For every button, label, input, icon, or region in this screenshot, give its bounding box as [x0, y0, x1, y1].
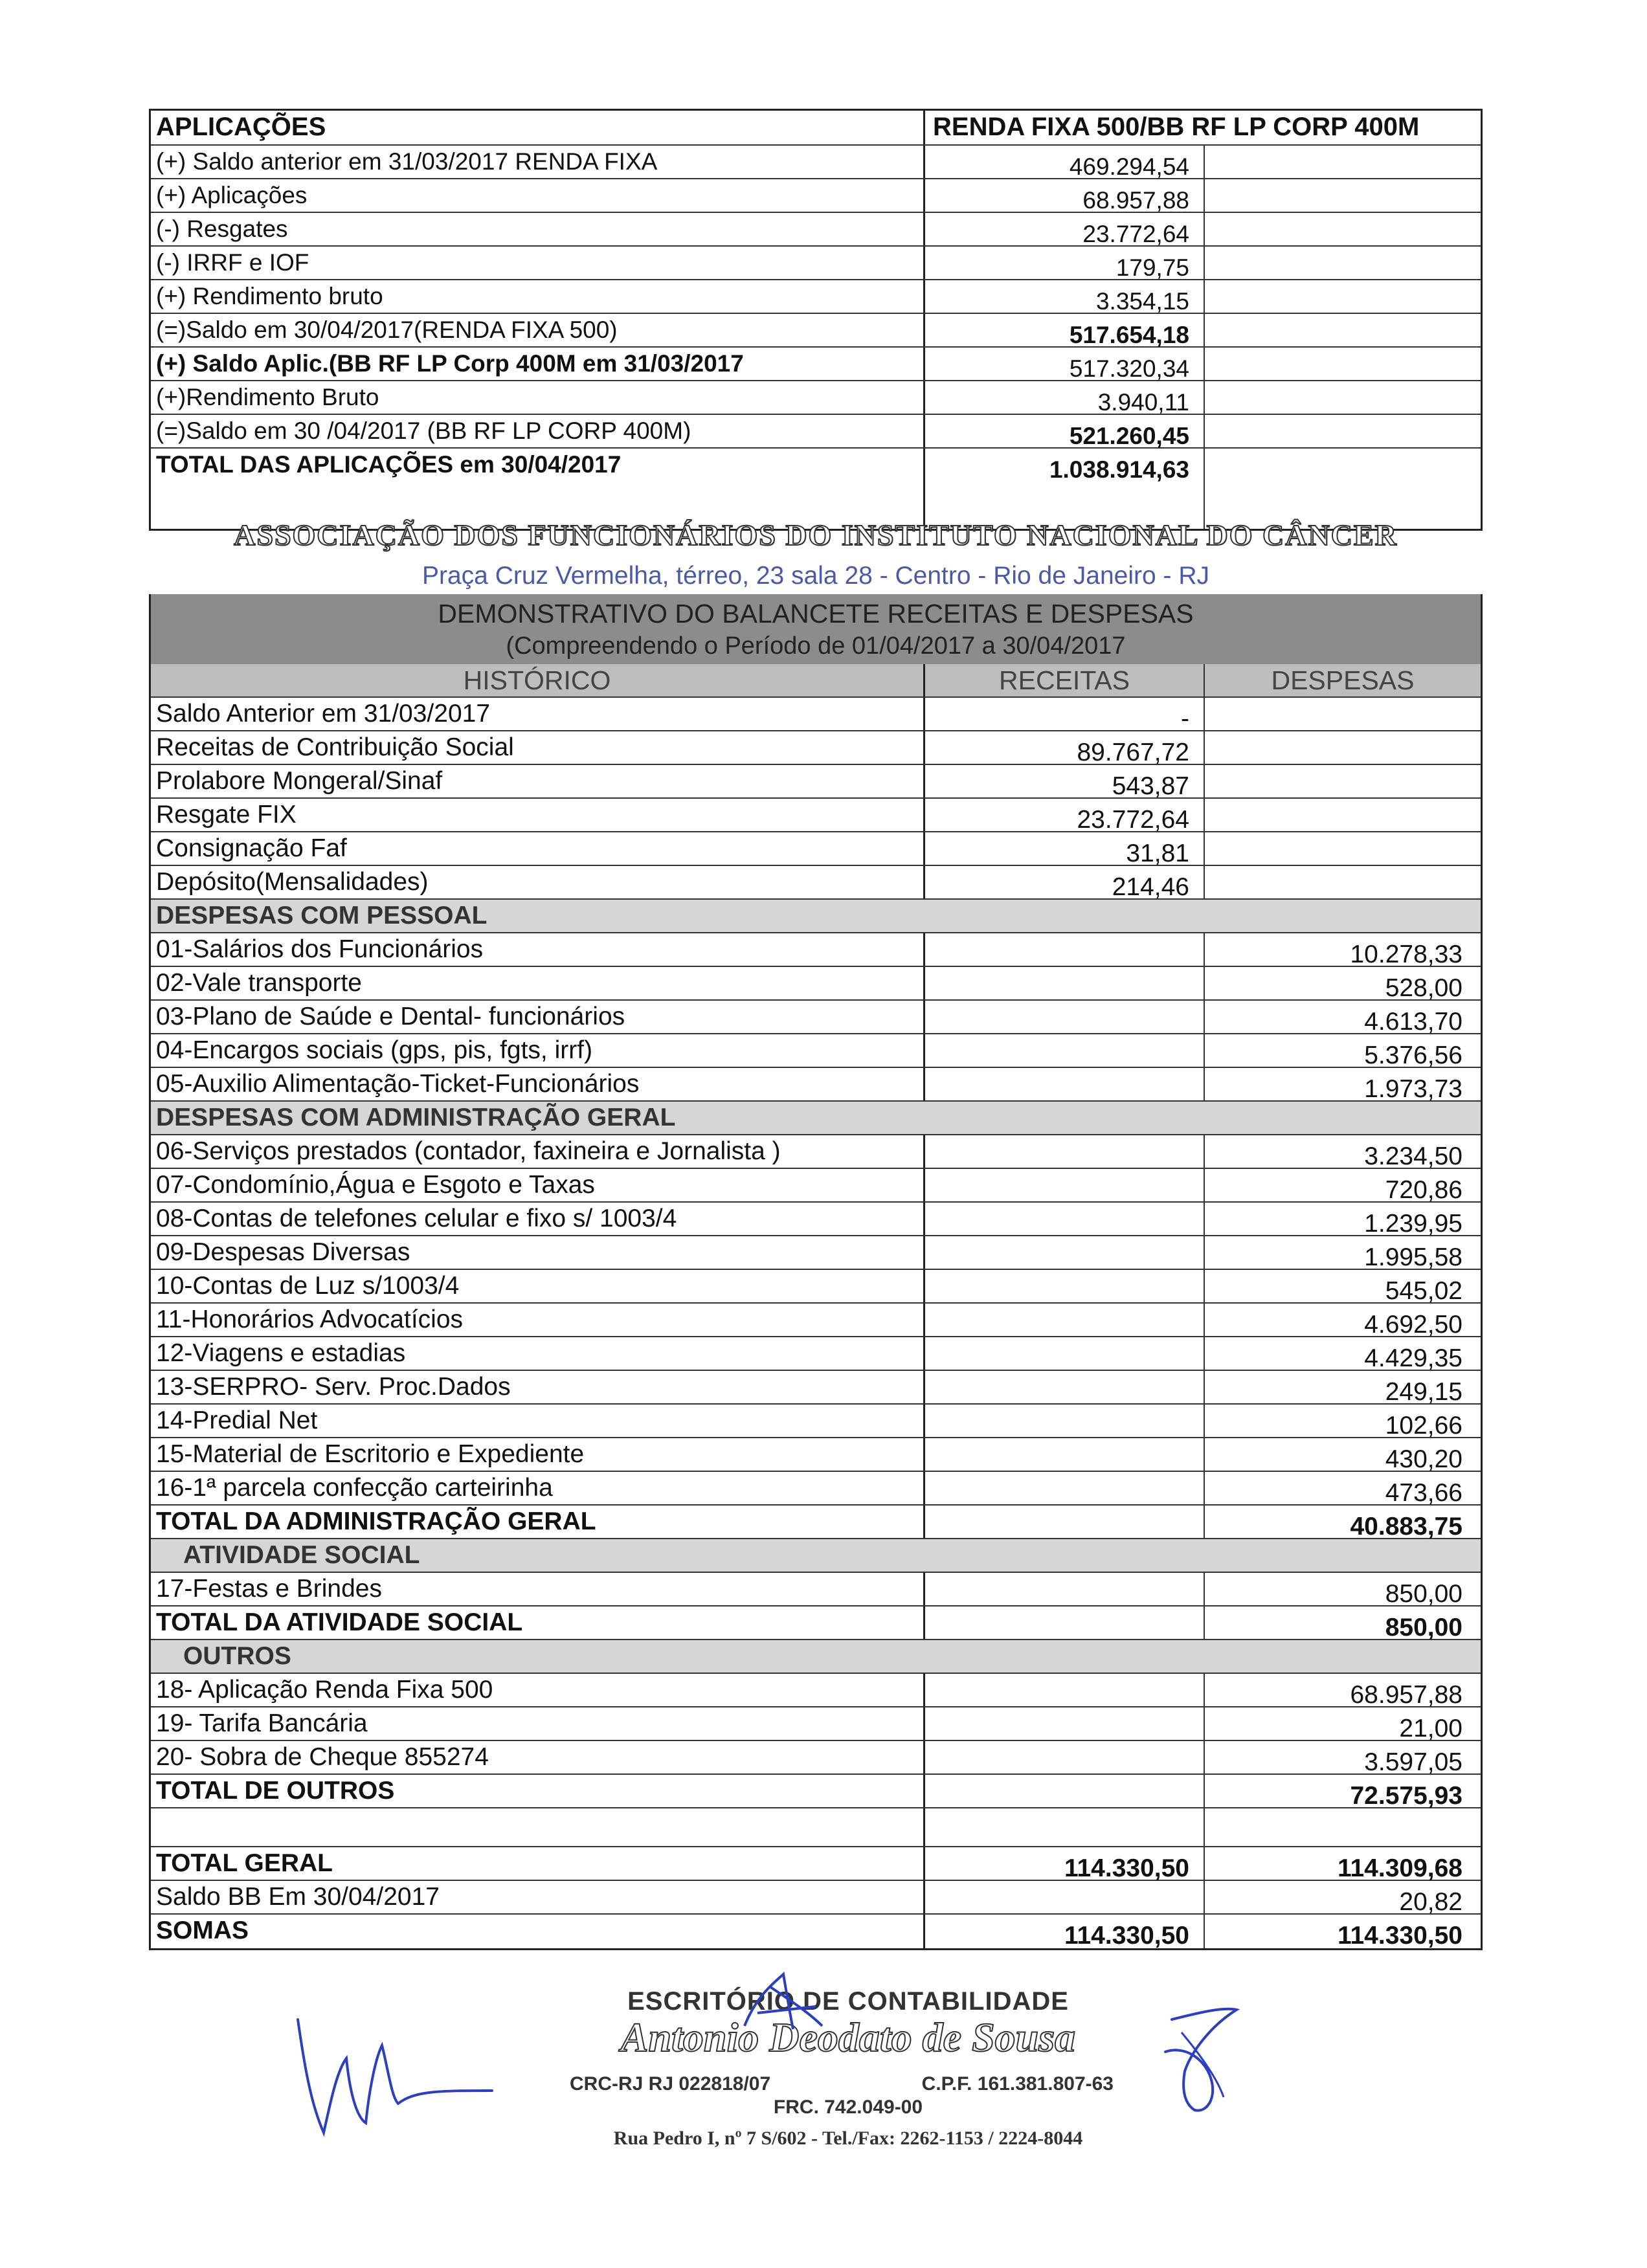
- row-label: Prolabore Mongeral/Sinaf: [151, 765, 925, 797]
- empty-cell: [925, 1808, 1205, 1846]
- table-row: [151, 1304, 1481, 1337]
- row-label: TOTAL DE OUTROS: [151, 1775, 925, 1807]
- table-row: [151, 1707, 1481, 1741]
- table-row: [151, 799, 1481, 832]
- table-row: [151, 866, 1481, 900]
- row-despesa: 10.278,33: [1350, 940, 1462, 968]
- total-row: [151, 1847, 1481, 1881]
- row-label: 13-SERPRO- Serv. Proc.Dados: [151, 1371, 925, 1403]
- row-label: 11-Honorários Advocatícios: [151, 1304, 925, 1336]
- aplicacoes-row-value: 68.957,88: [925, 179, 1205, 212]
- row-receita: -: [925, 698, 1205, 730]
- row-receita: 114.330,50: [925, 1915, 1205, 1948]
- row-despesa: 4.692,50: [1364, 1311, 1462, 1339]
- row-label: Saldo BB Em 30/04/2017: [151, 1881, 925, 1913]
- row-despesa: 1.995,58: [1364, 1243, 1462, 1271]
- row-receita: [925, 1034, 1205, 1067]
- row-receita: [925, 1236, 1205, 1269]
- row-despesa: 720,86: [1385, 1176, 1462, 1204]
- aplicacoes-table: [149, 109, 1483, 531]
- row-despesa: 249,15: [1385, 1378, 1462, 1406]
- aplicacoes-row-value: 521.260,45: [925, 415, 1205, 447]
- table-row: [151, 765, 1481, 799]
- section-header-row: [151, 1640, 1481, 1674]
- aplicacoes-row-label: (+) Saldo Aplic.(BB RF LP Corp 400M em 31/03/2017: [151, 348, 925, 380]
- table-row: [151, 1573, 1481, 1606]
- row-despesa: 20,82: [1399, 1888, 1462, 1916]
- total-row: [151, 1606, 1481, 1640]
- aplicacoes-row: [151, 381, 1481, 415]
- section-header-row: [151, 1102, 1481, 1135]
- table-row: [151, 731, 1481, 765]
- table-row: [151, 1001, 1481, 1034]
- row-label: 12-Viagens e estadias: [151, 1337, 925, 1370]
- row-label: 04-Encargos sociais (gps, pis, fgts, irrf): [151, 1034, 925, 1067]
- row-label: 03-Plano de Saúde e Dental- funcionários: [151, 1001, 925, 1033]
- aplicacoes-row-blank: [1205, 314, 1481, 346]
- row-receita: 23.772,64: [925, 799, 1205, 831]
- aplicacoes-row-label: (+) Saldo anterior em 31/03/2017 RENDA FIXA: [151, 146, 925, 178]
- row-receita: [925, 1304, 1205, 1336]
- row-despesa: 114.330,50: [1337, 1922, 1462, 1950]
- row-despesa: 114.309,68: [1337, 1854, 1462, 1882]
- row-despesa: 528,00: [1385, 974, 1462, 1002]
- aplicacoes-row-blank: [1205, 381, 1481, 414]
- balancete-column-header: [151, 664, 1481, 698]
- aplicacoes-row-value: 179,75: [925, 247, 1205, 279]
- aplicacoes-row-blank: [1205, 213, 1481, 245]
- aplicacoes-row-blank: [1205, 179, 1481, 212]
- aplicacoes-row: [151, 247, 1481, 280]
- aplicacoes-row-value: 517.320,34: [925, 348, 1205, 380]
- table-row: [151, 1068, 1481, 1102]
- row-despesa: 3.597,05: [1364, 1748, 1462, 1776]
- table-row: [151, 1371, 1481, 1405]
- table-row: [151, 1270, 1481, 1304]
- row-label: 01-Salários dos Funcionários: [151, 933, 925, 966]
- row-despesa: 1.239,95: [1364, 1210, 1462, 1238]
- row-despesa: 545,02: [1385, 1277, 1462, 1305]
- section-header-label: ATIVIDADE SOCIAL: [183, 1541, 420, 1569]
- row-despesa: [1205, 866, 1481, 898]
- row-label: 08-Contas de telefones celular e fixo s/ 1003/4: [151, 1203, 925, 1235]
- organization-address: Praça Cruz Vermelha, térreo, 23 sala 28 - Centro - Rio de Janeiro - RJ: [421, 562, 1210, 590]
- table-row: [151, 933, 1481, 967]
- stamp-address: Rua Pedro I, nº 7 S/602 - Tel./Fax: 2262-1153 / 2224-8044: [613, 2128, 1083, 2149]
- table-row: [151, 1236, 1481, 1270]
- row-receita: [925, 1606, 1205, 1639]
- stamp-cpf: C.P.F. 161.381.807-63: [921, 2073, 1114, 2095]
- signature-left: [285, 1994, 518, 2142]
- row-receita: [925, 1506, 1205, 1538]
- row-label: TOTAL GERAL: [151, 1847, 925, 1880]
- row-label: 19- Tarifa Bancária: [151, 1707, 925, 1740]
- row-receita: [925, 1337, 1205, 1370]
- aplicacoes-row: [151, 213, 1481, 247]
- signature-right: [1146, 2000, 1249, 2129]
- row-label: Depósito(Mensalidades): [151, 866, 925, 898]
- section-header-row: [151, 1539, 1481, 1573]
- row-label: 15-Material de Escritorio e Expediente: [151, 1438, 925, 1471]
- total-row: [151, 1775, 1481, 1808]
- row-label: 14-Predial Net: [151, 1405, 925, 1437]
- row-despesa: 5.376,56: [1364, 1041, 1462, 1069]
- row-receita: 89.767,72: [925, 731, 1205, 764]
- statement-title: DEMONSTRATIVO DO BALANCETE RECEITAS E DESPESAS: [438, 599, 1194, 628]
- row-receita: [925, 1405, 1205, 1437]
- table-row: [151, 1741, 1481, 1775]
- aplicacoes-row-value: 3.354,15: [925, 280, 1205, 313]
- row-despesa: 40.883,75: [1350, 1513, 1462, 1540]
- table-row: [151, 1169, 1481, 1203]
- empty-cell: [151, 1808, 925, 1846]
- row-label: TOTAL DA ATIVIDADE SOCIAL: [151, 1606, 925, 1639]
- stamp-frc: FRC. 742.049-00: [773, 2096, 923, 2118]
- stamp-name: Antonio Deodato de Sousa: [620, 2014, 1076, 2060]
- stamp-registrations: [557, 2073, 1139, 2095]
- row-receita: [925, 1472, 1205, 1504]
- table-row: [151, 1674, 1481, 1707]
- row-despesa: 1.973,73: [1364, 1075, 1462, 1103]
- row-label: 17-Festas e Brindes: [151, 1573, 925, 1605]
- column-despesas: DESPESAS: [1271, 665, 1415, 695]
- aplicacoes-row-label: TOTAL DAS APLICAÇÕES em 30/04/2017: [151, 449, 925, 482]
- row-despesa: 4.613,70: [1364, 1008, 1462, 1036]
- aplicacoes-row-label: (=)Saldo em 30/04/2017(RENDA FIXA 500): [151, 314, 925, 346]
- row-despesa: 68.957,88: [1350, 1681, 1462, 1709]
- balancete-empty-row: [151, 1808, 1481, 1847]
- aplicacoes-row-label: (+) Aplicações: [151, 179, 925, 212]
- row-label: Consignação Faf: [151, 832, 925, 865]
- aplicacoes-row: [151, 146, 1481, 179]
- row-label: Saldo Anterior em 31/03/2017: [151, 698, 925, 730]
- row-despesa: [1205, 832, 1481, 865]
- row-label: 09-Despesas Diversas: [151, 1236, 925, 1269]
- table-row: [151, 1135, 1481, 1169]
- row-despesa: 850,00: [1385, 1580, 1462, 1608]
- stamp-initials: [732, 1968, 835, 2039]
- aplicacoes-row-value: 1.038.914,63: [925, 449, 1205, 482]
- section-header-label: DESPESAS COM ADMINISTRAÇÃO GERAL: [156, 1104, 676, 1131]
- total-row: [151, 1915, 1481, 1948]
- row-despesa: 21,00: [1399, 1715, 1462, 1742]
- aplicacoes-row-value: 469.294,54: [925, 146, 1205, 178]
- table-row: [151, 1337, 1481, 1371]
- aplicacoes-header-row: [151, 111, 1481, 146]
- row-label: SOMAS: [151, 1915, 925, 1948]
- row-despesa: [1205, 799, 1481, 831]
- total-row: [151, 1506, 1481, 1539]
- aplicacoes-row-label: (=)Saldo em 30 /04/2017 (BB RF LP CORP 400M): [151, 415, 925, 447]
- column-historico: HISTÓRICO: [151, 664, 925, 696]
- table-row: [151, 1472, 1481, 1506]
- row-despesa: [1205, 698, 1481, 730]
- row-label: 10-Contas de Luz s/1003/4: [151, 1270, 925, 1302]
- statement-period: (Compreendendo o Período de 01/04/2017 a 30/04/2017: [506, 632, 1126, 660]
- row-despesa: 102,66: [1385, 1412, 1462, 1440]
- row-receita: 31,81: [925, 832, 1205, 865]
- stamp-office: ESCRITÓRIO DE CONTABILIDADE: [627, 1987, 1069, 2016]
- row-label: 02-Vale transporte: [151, 967, 925, 999]
- row-receita: [925, 1001, 1205, 1033]
- row-label: 16-1ª parcela confecção carteirinha: [151, 1472, 925, 1504]
- row-receita: 114.330,50: [925, 1847, 1205, 1880]
- aplicacoes-row-label: (+) Rendimento bruto: [151, 280, 925, 313]
- row-receita: [925, 1573, 1205, 1605]
- aplicacoes-row: [151, 314, 1481, 348]
- row-despesa: 72.575,93: [1350, 1782, 1462, 1810]
- row-despesa: 4.429,35: [1364, 1344, 1462, 1372]
- row-receita: [925, 1707, 1205, 1740]
- row-receita: [925, 1881, 1205, 1913]
- table-row: [151, 1405, 1481, 1438]
- row-despesa: 850,00: [1385, 1614, 1462, 1641]
- aplicacoes-row-blank: [1205, 146, 1481, 178]
- aplicacoes-row: [151, 415, 1481, 449]
- aplicacoes-row-blank: [1205, 247, 1481, 279]
- section-header-row: [151, 900, 1481, 933]
- row-receita: [925, 1674, 1205, 1706]
- row-receita: [925, 1270, 1205, 1302]
- aplicacoes-header-fund: RENDA FIXA 500/BB RF LP CORP 400M: [933, 113, 1420, 141]
- section-header-label: DESPESAS COM PESSOAL: [156, 902, 487, 929]
- aplicacoes-row-label: (+)Rendimento Bruto: [151, 381, 925, 414]
- aplicacoes-row-blank: [1205, 415, 1481, 447]
- row-despesa: 473,66: [1385, 1479, 1462, 1507]
- row-receita: [925, 1068, 1205, 1100]
- aplicacoes-row-blank: [1205, 280, 1481, 313]
- aplicacoes-row-blank: [1205, 449, 1481, 482]
- row-receita: [925, 1203, 1205, 1235]
- section-header-label: OUTROS: [183, 1642, 291, 1670]
- aplicacoes-row-value: 3.940,11: [925, 381, 1205, 414]
- row-despesa: [1205, 765, 1481, 797]
- table-row: [151, 967, 1481, 1001]
- table-row: [151, 1881, 1481, 1915]
- row-despesa: [1205, 731, 1481, 764]
- row-receita: [925, 1135, 1205, 1168]
- table-row: [151, 1203, 1481, 1236]
- row-receita: [925, 933, 1205, 966]
- row-label: 07-Condomínio,Água e Esgoto e Taxas: [151, 1169, 925, 1201]
- aplicacoes-row: [151, 179, 1481, 213]
- row-label: 06-Serviços prestados (contador, faxineira e Jornalista ): [151, 1135, 925, 1168]
- table-row: [151, 1034, 1481, 1068]
- row-receita: [925, 1741, 1205, 1773]
- row-label: 05-Auxilio Alimentação-Ticket-Funcionários: [151, 1068, 925, 1100]
- aplicacoes-row-label: (-) IRRF e IOF: [151, 247, 925, 279]
- aplicacoes-row-value: 23.772,64: [925, 213, 1205, 245]
- aplicacoes-row-value: 517.654,18: [925, 314, 1205, 346]
- row-receita: [925, 1169, 1205, 1201]
- row-label: 20- Sobra de Cheque 855274: [151, 1741, 925, 1773]
- row-receita: [925, 1438, 1205, 1471]
- aplicacoes-row-blank: [1205, 348, 1481, 380]
- row-label: Receitas de Contribuição Social: [151, 731, 925, 764]
- row-despesa: 3.234,50: [1364, 1142, 1462, 1170]
- aplicacoes-row: [151, 348, 1481, 381]
- table-row: [151, 698, 1481, 731]
- aplicacoes-row: [151, 280, 1481, 314]
- row-receita: [925, 967, 1205, 999]
- aplicacoes-row: [151, 449, 1481, 482]
- row-label: 18- Aplicação Renda Fixa 500: [151, 1674, 925, 1706]
- statement-banner: [149, 594, 1483, 665]
- row-receita: [925, 1775, 1205, 1807]
- column-receitas: RECEITAS: [925, 664, 1205, 696]
- row-label: Resgate FIX: [151, 799, 925, 831]
- row-label: TOTAL DA ADMINISTRAÇÃO GERAL: [151, 1506, 925, 1538]
- table-row: [151, 1438, 1481, 1472]
- row-receita: [925, 1371, 1205, 1403]
- aplicacoes-row-label: (-) Resgates: [151, 213, 925, 245]
- table-row: [151, 832, 1481, 866]
- accountant-stamp: [557, 1987, 1139, 2150]
- empty-cell: [1205, 1808, 1481, 1846]
- aplicacoes-header-label: APLICAÇÕES: [151, 111, 925, 144]
- stamp-crc: CRC-RJ RJ 022818/07: [570, 2073, 771, 2095]
- row-receita: 543,87: [925, 765, 1205, 797]
- balancete-table: [149, 664, 1483, 1950]
- row-receita: 214,46: [925, 866, 1205, 898]
- row-despesa: 430,20: [1385, 1445, 1462, 1473]
- organization-name: ASSOCIAÇÃO DOS FUNCIONÁRIOS DO INSTITUTO NACIONAL DO CÂNCER: [234, 518, 1398, 551]
